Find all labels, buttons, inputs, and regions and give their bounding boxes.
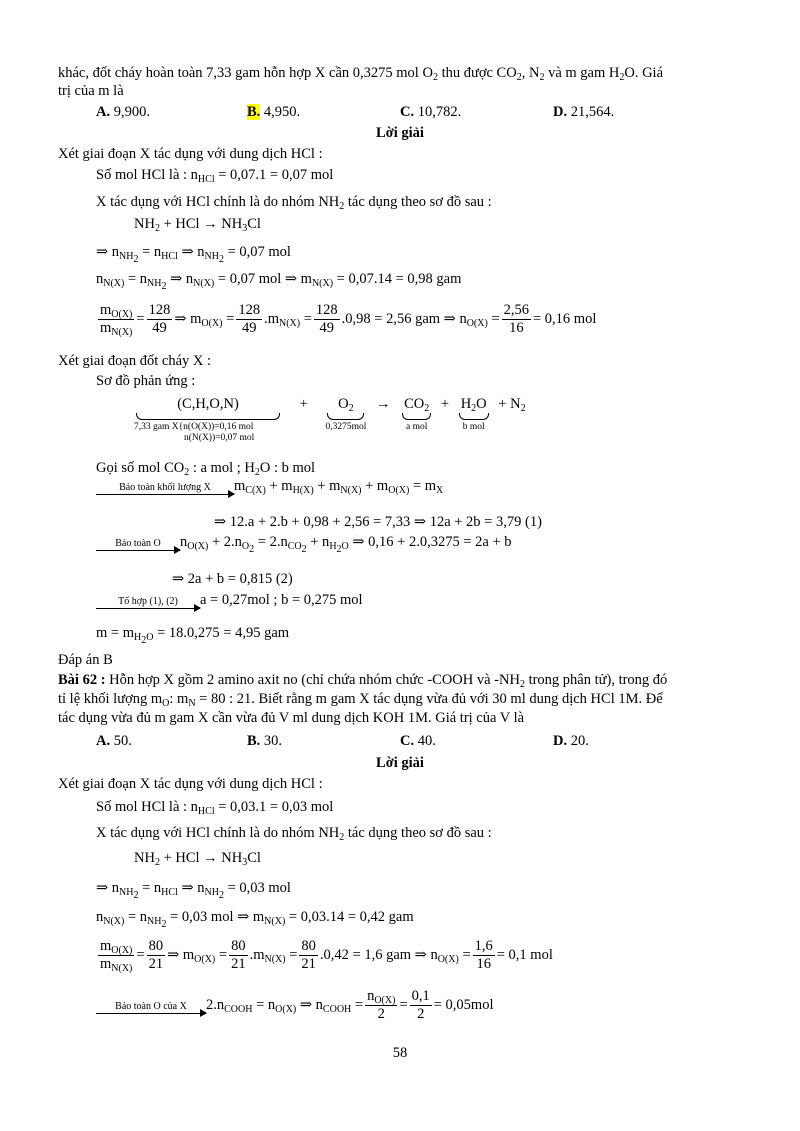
s3-bt-o: Bảo toàn O của X $2.n_{COOH} = n_{O(X)}$ ⇒ $n_{COOH}$ = $\frac{n_{O(X)}}{2}$ = $\frac{0,1}{2}$ = 0,05mol	[96, 988, 494, 1023]
s2-m-eq: $m = m_{H_2O} = 18.0,275 = 4,95$ gam	[96, 625, 290, 646]
s2-bt-mass: Bảo toàn khối lượng X $m_{C(X)} + m_{H(X)} + m_{N(X)} + m_{O(X)} = m_X$	[96, 478, 443, 495]
s1-eq2: $n_{N(X)} = n_{NH_2}$ ⇒ $n_{N(X)} = 0,07$ mol ⇒ $m_{N(X)} = 0,07.14 = 0,98$ gam	[96, 271, 462, 292]
option-b: B. 4,950.	[247, 104, 301, 120]
s2-eq1: ⇒ 12.a + 2.b + 0,98 + 2,56 = 7,33 ⇒ 12a + 2b = 3,79 (1)	[214, 514, 542, 530]
s2-bt-o: Bảo toàn O $n_{O(X)} + 2.n_{O_2} = 2.n_{CO_2} + n_{H_2O}$ ⇒ 0,16 + 2.0,3275 = 2a + b	[96, 534, 512, 551]
s3-eq1: ⇒ $n_{NH_2} = n_{HCl}$ ⇒ $n_{NH_2} = 0,03$ mol	[96, 880, 291, 901]
q62-line-3: tác dụng vừa đủ m gam X cần vừa đủ V ml dung dịch KOH 1M. Giá trị của V là	[58, 710, 525, 726]
q62-option-b: B. 30.	[247, 733, 283, 749]
option-a: A. 9,900.	[96, 104, 150, 120]
s1-eq3: $\frac{m_{O(X)}}{m_{N(X)}}$ = $\frac{128}{49}$ ⇒ $m_{O(X)}$ = $\frac{128}{49}$ $.m_{N(X)}$ = $\frac{128}{49}$ .0,98 = 2,56 gam ⇒ $n_{O(X)}$ = $\frac{2,56}{16}$ = 0,16 mol	[100, 302, 597, 338]
s2-scheme-label: Sơ đồ phản ứng :	[96, 373, 196, 389]
q62-line-2: tỉ lệ khối lượng $m_O$: $m_N = 80$ : 21. Biết rằng m gam X tác dụng vừa đủ với 30 ml dung dịch HCl 1M. Để	[58, 691, 663, 709]
s1-stage: Xét giai đoạn X tác dụng với dung dịch HCl :	[58, 146, 323, 162]
q62-option-c: C. 40.	[400, 733, 436, 749]
intro-line-2: trị của m là	[58, 83, 124, 99]
q62-option-a: A. 50.	[96, 733, 132, 749]
s2-scheme: (C,H,O,N) 7,33 gam X{n(O(X))=0,16 mol n(N(X))=0,07 mol + $O_2$ 0,3275mol → $CO_2$ a mol + $H_2O$ b mol + $N_2$	[134, 396, 526, 443]
s2-eq2: ⇒ 2a + b = 0,815 (2)	[172, 571, 293, 587]
q62-option-d: D. 20.	[553, 733, 589, 749]
s3-stage: Xét giai đoạn X tác dụng với dung dịch HCl :	[58, 776, 323, 792]
s2-tohop: Tổ hợp (1), (2) a = 0,27mol ; b = 0,275 mol	[96, 592, 363, 609]
s1-react-text: X tác dụng với HCl chính là do nhóm $NH_2$ tác dụng theo sơ đồ sau :	[96, 194, 492, 212]
s2-stage: Xét giai đoạn đốt cháy X :	[58, 353, 212, 369]
s3-react-text: X tác dụng với HCl chính là do nhóm $NH_2$ tác dụng theo sơ đồ sau :	[96, 825, 492, 843]
page-number: 58	[392, 1045, 408, 1061]
s2-goi: Gọi số mol $CO_2$ : a mol ; $H_2O$ : b mol	[96, 460, 316, 478]
solution-heading-2: Lời giải	[376, 755, 424, 771]
q62-line-1: Bài 62 : Hỗn hợp X gồm 2 amino axit no (chỉ chứa nhóm chức -COOH và $-NH_2$ trong phân tử), trong đó	[58, 672, 668, 690]
option-c: C. 10,782.	[400, 104, 462, 120]
s1-eq1: ⇒ $n_{NH_2} = n_{HCl}$ ⇒ $n_{NH_2} = 0,07$ mol	[96, 244, 291, 265]
solution-heading-1: Lời giải	[376, 125, 424, 141]
option-d: D. 21,564.	[553, 104, 615, 120]
s1-scheme: $NH_2$ + HCl → $NH_3Cl$	[134, 216, 261, 234]
s3-mol-hcl: Số mol HCl là : $n_{HCl} = 0,03.1 = 0,03$ mol	[96, 799, 334, 817]
s3-scheme: $NH_2$ + HCl → $NH_3Cl$	[134, 850, 261, 868]
intro-line-1: khác, đốt cháy hoàn toàn 7,33 gam hỗn hợp X cần 0,3275 mol $O_2$ thu được $CO_2$, $N_2$ và m gam $H_2O$. Giá	[58, 65, 664, 83]
answer: Đáp án B	[58, 652, 113, 668]
s1-mol-hcl: Số mol HCl là : $n_{HCl} = 0,07.1 = 0,07$ mol	[96, 167, 334, 185]
s3-eq3: $\frac{m_{O(X)}}{m_{N(X)}}$ = $\frac{80}{21}$ ⇒ $m_{O(X)}$ = $\frac{80}{21}$ $.m_{N(X)}$ = $\frac{80}{21}$ .0,42 = 1,6 gam ⇒ $n_{O(X)}$ = $\frac{1,6}{16}$ = 0,1 mol	[100, 938, 553, 974]
s3-eq2: $n_{N(X)} = n_{NH_2} = 0,03$ mol ⇒ $m_{N(X)} = 0,03.14 = 0,42$ gam	[96, 909, 414, 930]
